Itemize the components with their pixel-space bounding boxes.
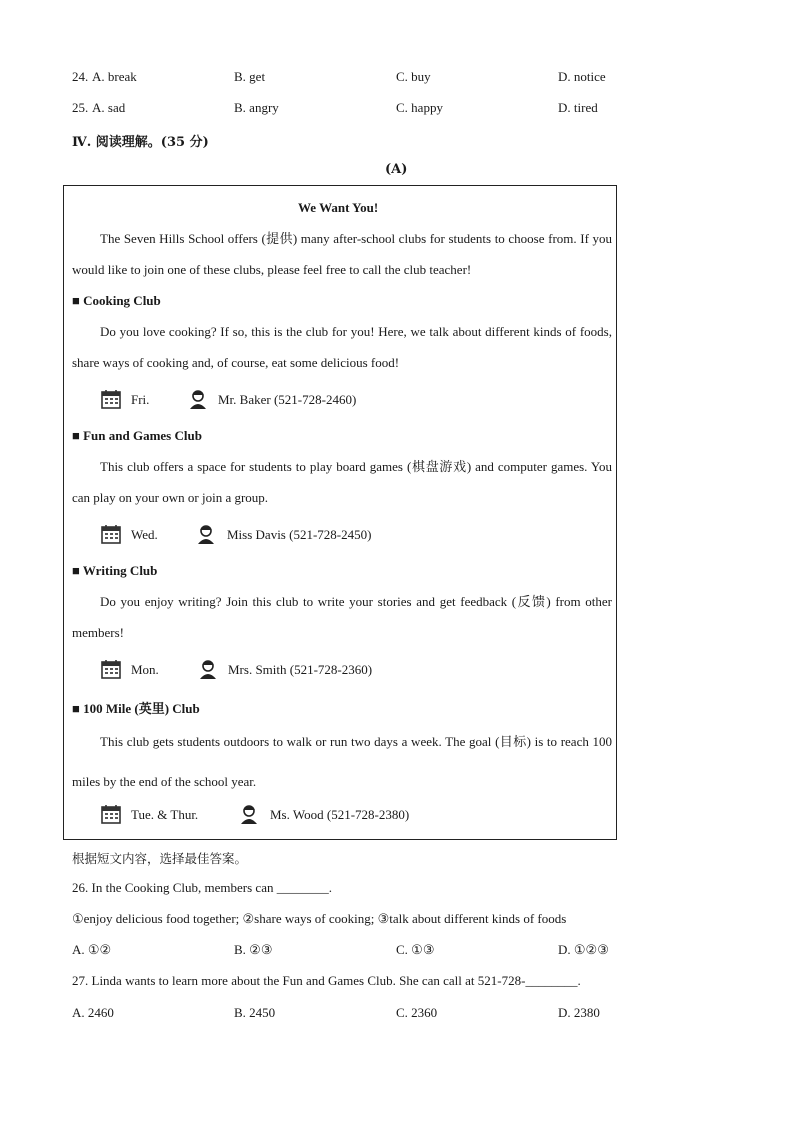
club-teacher-mile: Ms. Wood (521-728-2380) [270, 807, 410, 822]
question-27-options [72, 1005, 632, 1023]
q25-number: 25. [72, 100, 89, 115]
question-25-options [72, 100, 632, 118]
q24-number: 24. [72, 69, 89, 84]
club-text-writing: Do you enjoy writing? Join this club to write your stories and get feedback (反馈) from other members! [72, 594, 612, 640]
q26-option-c: C. ①③ [396, 942, 435, 957]
club-teacher-cooking: Mr. Baker (521-728-2460) [218, 392, 357, 407]
q27-stem: 27. Linda wants to learn more about the Fun and Games Club. She can call at 521-728-________. [72, 973, 581, 988]
teacher-icon [238, 803, 260, 825]
club-heading-games: ■ Fun and Games Club [72, 428, 202, 443]
club-text-cooking: Do you love cooking? If so, this is the club for you! Here, we talk about different kinds of foods, share ways of cooking and, of course, eat some delicious food! [72, 324, 612, 370]
club-day-games: Wed. [131, 527, 158, 542]
q25-option-b: B. angry [234, 100, 279, 115]
question-24-options [72, 69, 632, 87]
section-heading: Ⅳ. 阅读理解。(35 分) [72, 135, 209, 150]
q27-option-c: C. 2360 [396, 1005, 438, 1020]
teacher-icon [187, 388, 209, 410]
q24-option-a: A. break [92, 69, 137, 84]
teacher-icon [195, 523, 217, 545]
club-heading-writing: ■ Writing Club [72, 563, 158, 578]
club-text-mile: This club gets students outdoors to walk or run two days a week. The goal (目标) is to reach 100 miles by the end of the school year. [72, 734, 612, 789]
q27-option-a: A. 2460 [72, 1005, 114, 1020]
club-heading-mile: ■ 100 Mile (英里) Club [72, 701, 200, 716]
club-text-games: This club offers a space for students to play board games (棋盘游戏) and computer games. You can play on your own or join a group. [72, 459, 612, 505]
q24-option-d: D. notice [558, 69, 606, 84]
passage-intro: The Seven Hills School offers (提供) many after-school clubs for students to choose from. If you would like to join one of these clubs, please feel free to call the club teacher! [72, 231, 612, 277]
part-label: (A) [385, 162, 408, 177]
q25-option-a: A. sad [92, 100, 126, 115]
q26-option-d: D. ①②③ [558, 942, 609, 957]
q27-option-b: B. 2450 [234, 1005, 276, 1020]
calendar-icon [100, 523, 122, 545]
club-teacher-writing: Mrs. Smith (521-728-2360) [228, 662, 373, 677]
q27-option-d: D. 2380 [558, 1005, 600, 1020]
instruction: 根据短文内容，选择最佳答案。 [72, 851, 248, 866]
club-info-writing [100, 658, 500, 682]
club-info-games [100, 523, 500, 547]
calendar-icon [100, 803, 122, 825]
question-26-options [72, 942, 632, 960]
q24-option-b: B. get [234, 69, 266, 84]
q26-choices: ①enjoy delicious food together; ②share ways of cooking; ③talk about different kinds of foods [72, 911, 567, 926]
q26-option-a: A. ①② [72, 942, 112, 957]
club-teacher-games: Miss Davis (521-728-2450) [227, 527, 372, 542]
passage-title: We Want You! [298, 200, 379, 215]
calendar-icon [100, 388, 122, 410]
q26-stem: 26. In the Cooking Club, members can ________. [72, 880, 332, 895]
q24-option-c: C. buy [396, 69, 431, 84]
club-heading-cooking: ■ Cooking Club [72, 293, 161, 308]
calendar-icon [100, 658, 122, 680]
club-info-mile [100, 803, 520, 827]
club-day-mile: Tue. & Thur. [131, 807, 199, 822]
teacher-icon [197, 658, 219, 680]
q26-option-b: B. ②③ [234, 942, 273, 957]
club-day-writing: Mon. [131, 662, 159, 677]
club-day-cooking: Fri. [131, 392, 150, 407]
club-info-cooking [100, 388, 500, 412]
q25-option-d: D. tired [558, 100, 598, 115]
q25-option-c: C. happy [396, 100, 443, 115]
